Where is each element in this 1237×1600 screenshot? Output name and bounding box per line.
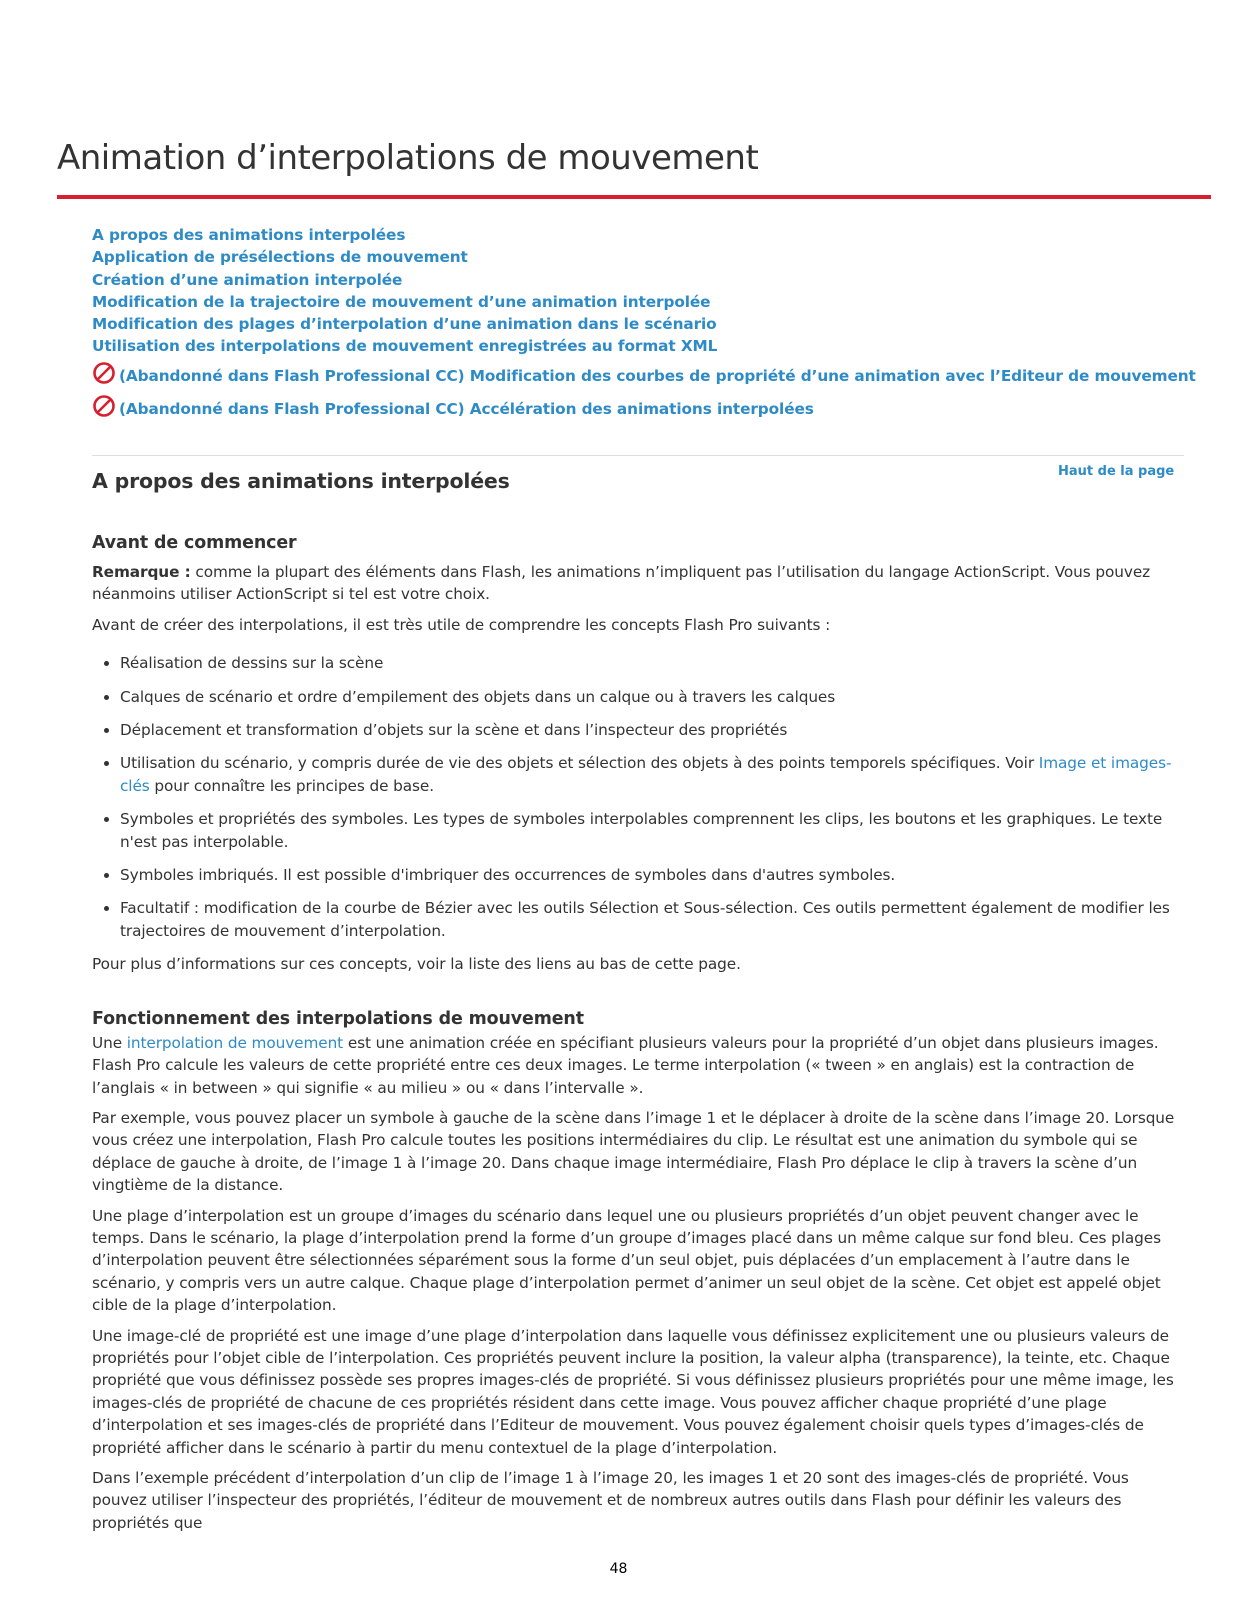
paragraph: Une image-clé de propriété est une image d’une plage d’interpolation dans laquelle vous définissez explicitement une ou plusieurs valeurs de propriétés pour l’objet cible de l’interpolation. Ces propriétés peuvent inclure la position, la valeur alpha (transparence), la teinte, etc. Chaque propriété que vous définissez possède ses propres images-clés de propriété. Si vous définissez plusieurs propriétés pour une même image, les images-clés de propriété de chacune de ces propriétés résident dans cette image. Vous pouvez afficher chaque propriété d’une plage d’interpolation et ses images-clés de propriété dans l’Editeur de mouvement. Vous pouvez également choisir quels types d’images-clés de propriété afficher dans le scénario à partir du menu contextuel de la plage d’interpolation.: [92, 1326, 1174, 1457]
paragraph-text: Une: [92, 1033, 127, 1052]
paragraph-text: est une animation créée en spécifiant plusieurs valeurs pour la propriété d’un objet dans plusieurs images. Flash Pro calcule les valeurs de cette propriété entre ces deux images. Le terme interpolation (« tween » en anglais) est la contraction de l’anglais « in between » qui signifie « au milieu » ou « dans l’intervalle ».: [92, 1033, 1159, 1097]
toc-link-motion-presets[interactable]: Application de présélections de mouvement: [92, 248, 468, 267]
toc-deprecated-item: [92, 394, 1212, 424]
list-item-text: Utilisation du scénario, y compris durée de vie des objets et sélection des objets à des points temporels spécifiques. Voir: [120, 754, 1039, 773]
prohibited-icon: [92, 361, 116, 385]
title-rule: [57, 195, 1211, 199]
intro-paragraph: Avant de créer des interpolations, il est très utile de comprendre les concepts Flash Pro suivants :: [92, 615, 831, 634]
toc-deprecated-item: [92, 361, 1212, 391]
toc-link-create-tween[interactable]: Création d’une animation interpolée: [92, 270, 403, 289]
section-divider: [92, 455, 1184, 456]
list-item: • Calques de scénario et ordre d’empilement des objets dans un calque ou à travers les calques: [120, 686, 1184, 708]
subsection-title-before-you-begin: Avant de commencer: [92, 533, 297, 553]
note-paragraph: [92, 561, 1184, 606]
page-title: Animation d’interpolations de mouvement: [57, 138, 759, 178]
section-body: [92, 530, 1184, 1542]
note-label: Remarque :: [92, 563, 191, 581]
toc-link-easing-deprecated[interactable]: (Abandonné dans Flash Professional CC) Accélération des animations interpolées: [119, 399, 814, 418]
more-info-paragraph: Pour plus d’informations sur ces concepts, voir la liste des liens au bas de cette page.: [92, 955, 741, 974]
frames-keyframes-link[interactable]: Image et images-clés: [120, 754, 1172, 795]
list-item: • Symboles imbriqués. Il est possible d'imbriquer des occurrences de symboles dans d'autres symboles.: [120, 864, 1184, 886]
paragraph: Une plage d’interpolation est un groupe d’images du scénario dans lequel une ou plusieurs propriétés d’un objet peuvent changer avec le temps. Dans le scénario, la plage d’interpolation prend la forme d’un groupe d’images placé dans un même calque sur fond bleu. Ces plages d’interpolation peuvent être sélectionnées séparément sous la forme d’un seul objet, puis déplacées d’un emplacement à l’autre dans le scénario, y compris vers un autre calque. Chaque plage d’interpolation permet d’animer un seul objet de la scène. Cet objet est appelé objet cible de la plage d’interpolation.: [92, 1206, 1161, 1315]
note-text: comme la plupart des éléments dans Flash, les animations n’impliquent pas l’utilisation du langage ActionScript. Vous pouvez néanmoins utiliser ActionScript si tel est votre choix.: [92, 563, 1151, 604]
toc-link-motion-editor-deprecated[interactable]: (Abandonné dans Flash Professional CC) Modification des courbes de propriété d’une animation avec l’Editeur de mouvement: [119, 366, 1196, 385]
list-item-text: pour connaître les principes de base.: [149, 776, 435, 795]
toc-link-xml-tweens[interactable]: Utilisation des interpolations de mouvement enregistrées au format XML: [92, 337, 718, 356]
toc-link-edit-tween-spans[interactable]: Modification des plages d’interpolation d’une animation dans le scénario: [92, 315, 717, 334]
concepts-list: [92, 652, 1184, 942]
toc-link-about-tweens[interactable]: A propos des animations interpolées: [92, 226, 406, 244]
page-number: 48: [609, 1561, 628, 1577]
paragraph: Dans l’exemple précédent d’interpolation d’un clip de l’image 1 à l’image 20, les images 1 et 20 sont des images-clés de propriété. Vous pouvez utiliser l’inspecteur des propriétés, l’éditeur de mouvement et de nombreux autres outils dans Flash pour définir les valeurs des propriétés que: [92, 1469, 1129, 1532]
list-item: • Déplacement et transformation d’objets sur la scène et dans l’inspecteur des propriétés: [120, 719, 1184, 741]
section-title: A propos des animations interpolées: [92, 469, 510, 493]
list-item: • Symboles et propriétés des symboles. Les types de symboles interpolables comprennent les clips, les boutons et les graphiques. Le texte n'est pas interpolable.: [120, 808, 1184, 853]
list-item: [120, 752, 1184, 797]
paragraph: [92, 1032, 1184, 1099]
paragraph: Par exemple, vous pouvez placer un symbole à gauche de la scène dans l’image 1 et le déplacer à droite de la scène dans l’image 20. Lorsque vous créez une interpolation, Flash Pro calcule toutes les positions intermédiaires du clip. Le résultat est une animation du symbole qui se déplace de gauche à droite, de l’image 1 à l’image 20. Dans chaque image intermédiaire, Flash Pro déplace le clip à travers la scène d’un vingtième de la distance.: [92, 1108, 1175, 1195]
prohibited-icon: [92, 394, 116, 418]
list-item: • Facultatif : modification de la courbe de Bézier avec les outils Sélection et Sous-sélection. Ces outils permettent également de modifier les trajectoires de mouvement d’interpolation.: [120, 897, 1184, 942]
list-item: • Réalisation de dessins sur la scène: [120, 652, 1184, 674]
table-of-contents: [92, 224, 1212, 424]
back-to-top-link[interactable]: Haut de la page: [1058, 464, 1175, 479]
motion-tween-link[interactable]: interpolation de mouvement: [126, 1033, 344, 1052]
toc-link-edit-motion-path[interactable]: Modification de la trajectoire de mouvement d’une animation interpolée: [92, 292, 711, 311]
subsection-title-how-tweens-work: Fonctionnement des interpolations de mouvement: [92, 1008, 584, 1029]
